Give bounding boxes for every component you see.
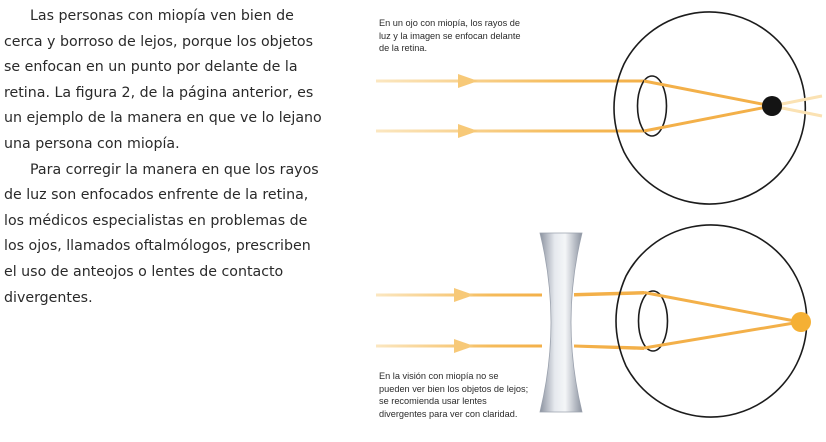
eye-lens-corrected	[639, 291, 668, 351]
caption-myopic-eye: En un ojo con miopía, los rayos de luz y la imagen se enfocan delante de la retina.	[379, 18, 521, 54]
ray-arrow-upper-corrected	[454, 288, 474, 302]
focus-point-before-retina	[762, 96, 782, 116]
converging-ray-upper	[644, 81, 772, 106]
incoming-ray-upper	[376, 80, 644, 83]
paragraph-miopia: Las personas con miopía ven bien de cerca y borroso de lejos, porque los objetos se enfocan en un punto por delante de la retina. La figura 2, de la página anterior, es un ejemplo de la manera en que ve lo lejano una persona con miopía.	[4, 8, 322, 152]
ray-after-lens-lower	[574, 345, 644, 351]
paragraph-correccion: Para corregir la manera en que los rayos de luz son enfocados enfrente de la retina, los médicos especialistas en problemas de los ojos, llamados oftalmólogos, prescriben el uso de anteojos o lentes de contacto divergentes.	[4, 161, 319, 306]
converging-ray-lower	[644, 106, 772, 131]
divergent-lens	[540, 233, 582, 412]
focus-point-on-retina	[791, 312, 811, 332]
caption-corrected-eye: En la visión con miopía no se pueden ver bien los objetos de lejos; se recomienda usar lentes divergentes para ver con claridad.	[379, 371, 529, 419]
ray-arrow-lower	[458, 124, 478, 138]
eye-outline-corrected	[616, 225, 807, 417]
incoming-ray-lower	[376, 130, 644, 133]
ray-arrow-upper	[458, 74, 478, 88]
ray-arrow-lower-corrected	[454, 339, 474, 353]
ray-after-lens-upper	[574, 291, 644, 297]
